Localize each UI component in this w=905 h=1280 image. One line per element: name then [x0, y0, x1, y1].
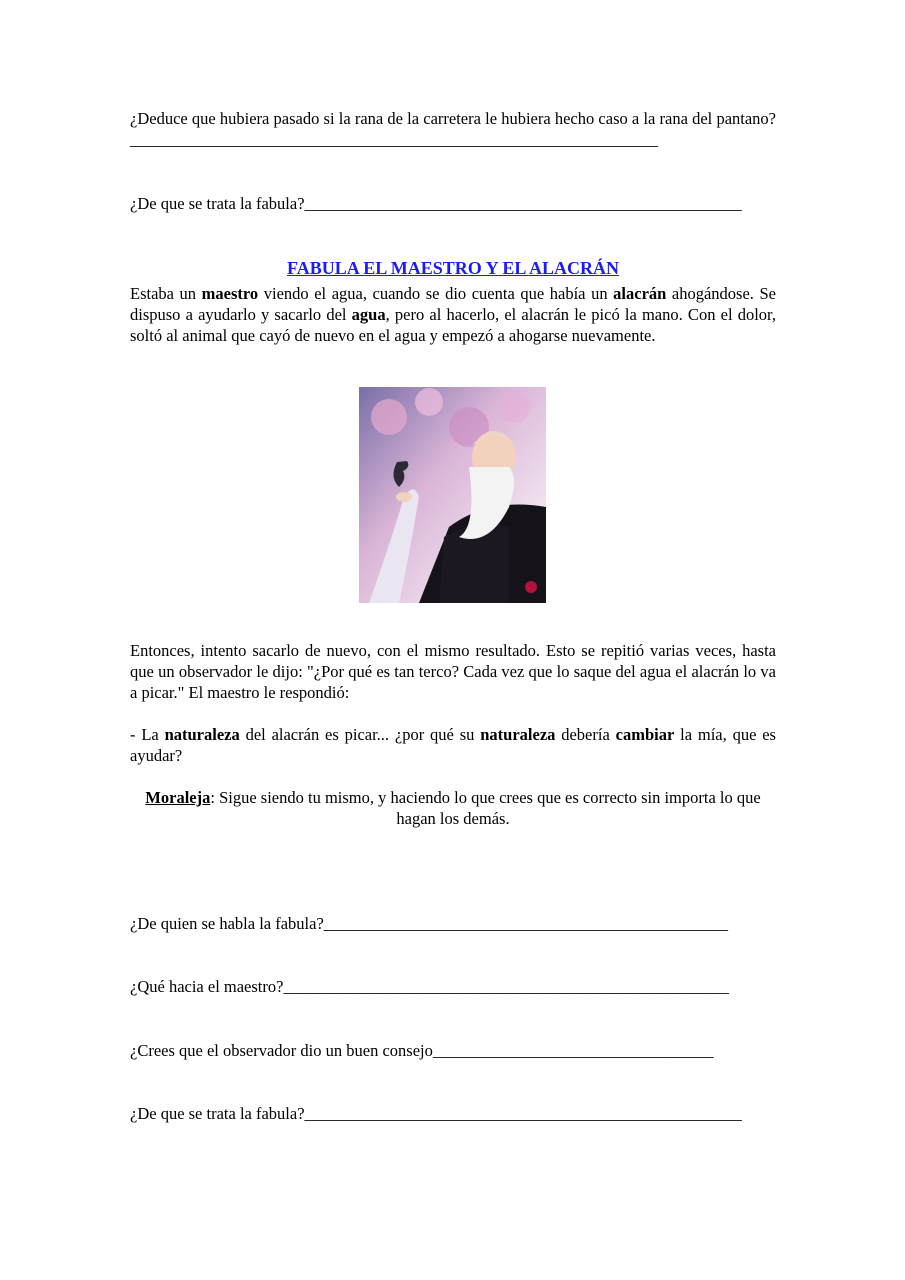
fable-paragraph-2: Entonces, intento sacarlo de nuevo, con el mismo resultado. Esto se repitió varias veces, hasta que un observador le dijo: "¿Por qué es tan terco? Cada vez que lo saque del agua el alacrán lo va a picar." El maestro le respondió:	[130, 641, 776, 702]
question-fabula-top	[130, 193, 776, 214]
answer-line: _____________________________________________________	[304, 1104, 742, 1123]
moral-label: Moraleja	[145, 788, 211, 807]
answer-line: ________________________________________________________________	[130, 130, 658, 149]
question-text: ¿Deduce que hubiera pasado si la rana de la carretera le hubiera hecho caso a la rana del pantano?	[130, 109, 776, 128]
question-que-hacia: ¿Qué hacia el maestro?______________________________________________________	[130, 977, 729, 996]
moral	[130, 787, 776, 829]
question-text: ¿De que se trata la fabula?	[130, 194, 305, 213]
answer-line: _________________________________________________	[323, 914, 729, 933]
fable-paragraph-3: - La naturaleza del alacrán es picar... ¿por qué su naturaleza debería cambiar la mía, que es ayudar?	[130, 725, 776, 765]
question-fabula-bottom: ¿De que se trata la fabula?_____________________________________________________	[130, 1104, 742, 1123]
answer-line: __________________________________	[432, 1041, 714, 1060]
question-quien: ¿De quien se habla la fabula?_________________________________________________	[130, 914, 729, 933]
maestro-alacran-illustration	[359, 387, 546, 603]
answer-line: ______________________________________________________	[283, 977, 729, 996]
moral-text: : Sigue siendo tu mismo, y haciendo lo que crees que es correcto sin importa lo que hagan los demás.	[210, 788, 761, 828]
fable-title: FABULA EL MAESTRO Y EL ALACRÁN	[287, 258, 619, 278]
question-deduce	[130, 108, 776, 150]
question-consejo: ¿Crees que el observador dio un buen consejo__________________________________	[130, 1041, 714, 1060]
fable-paragraph-1: Estaba un maestro viendo el agua, cuando se dio cuenta que había un alacrán ahogándose. Se dispuso a ayudarlo y sacarlo del agua, pero al hacerlo, el alacrán le picó la mano. Con el dolor, soltó al animal que cayó de nuevo en el agua y empezó a ahogarse nuevamente.	[130, 284, 776, 345]
answer-line: _____________________________________________________	[304, 194, 742, 213]
